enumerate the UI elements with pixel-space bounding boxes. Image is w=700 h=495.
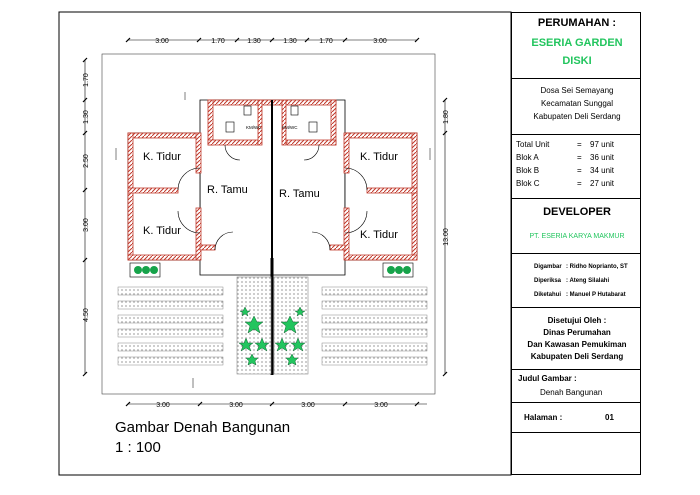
bottom-dim: 3.00 [374,402,388,409]
location-line-3: Kabupaten Deli Serdang [533,112,621,121]
title-block [511,12,641,475]
credit-name: : Ridho Noprianto, ST [566,264,628,270]
top-dim: 1.30 [283,38,297,45]
top-dim: 3.00 [373,38,387,45]
credit-name: : Manuel P Hutabarat [566,292,626,298]
left-dim: 4.50 [83,308,90,322]
top-dim: 1.30 [247,38,261,45]
room-label-k-tidur: K. Tidur [360,151,398,163]
room-label-r-tamu: R. Tamu [207,184,248,196]
room-label-kmwc: KM/WC [282,125,298,130]
credit-role: Diperiksa [534,278,562,284]
unit-value: 97 unit [590,140,615,149]
unit-label: Blok B [516,166,540,175]
top-dim: 3.00 [155,38,169,45]
left-dim: 1.70 [83,73,90,87]
room-label-k-tidur: K. Tidur [360,229,398,241]
credit-role: Diketahui [534,292,562,298]
unit-eq: = [577,140,582,149]
right-dim: 13.00 [443,228,450,246]
drawing-scale: 1 : 100 [115,439,161,456]
left-dim: 1.30 [83,110,90,124]
credits-section [512,254,640,308]
left-dim: 2.50 [83,154,90,168]
right-dim: 1.80 [443,110,450,124]
approved-label: Disetujui Oleh : [547,316,607,325]
unit-label: Total Unit [516,140,550,149]
room-label-k-tidur: K. Tidur [143,225,181,237]
room-label-kmwc: KM/WC [246,125,262,130]
location-line-2: Kecamatan Sunggal [540,99,614,108]
unit-label: Blok A [516,153,539,162]
project-name-line-1: ESERIA GARDEN [531,37,623,49]
location-section [512,79,640,135]
units-section [512,135,640,199]
unit-eq: = [577,179,582,188]
top-dim: 1.70 [211,38,225,45]
bottom-dim: 3.00 [156,402,170,409]
bottom-dim: 3.00 [229,402,243,409]
credit-name: : Ateng Silalahi [566,278,610,284]
approved-line-2: Dan Kawasan Pemukiman [527,340,627,349]
developer-name: PT. ESERIA KARYA MAKMUR [529,233,625,240]
approved-line-3: Kabupaten Deli Serdang [530,352,624,361]
project-name-line-2: DISKI [562,55,592,67]
location-line-1: Dosa Sei Semayang [540,86,614,95]
drawing-title-section [512,370,640,403]
developer-label: DEVELOPER [543,206,611,218]
top-dim: 1.70 [319,38,333,45]
page-section [512,403,640,433]
unit-eq: = [577,153,582,162]
unit-value: 34 unit [590,166,615,175]
credit-role: Digambar [534,264,562,270]
unit-label: Blok C [516,179,540,188]
unit-eq: = [577,166,582,175]
drawing-title: Denah Bangunan [540,388,603,397]
room-label-k-tidur: K. Tidur [143,151,181,163]
unit-value: 27 unit [590,179,615,188]
developer-section [512,199,640,254]
bottom-dim: 3.00 [301,402,315,409]
drawing-caption: Gambar Denah Bangunan [115,419,291,436]
project-section [512,13,640,79]
drawing-title-label: Judul Gambar : [518,374,577,383]
room-label-r-tamu: R. Tamu [279,188,320,200]
unit-value: 36 unit [590,153,615,162]
project-label: PERUMAHAN : [537,17,617,29]
approval-section [512,308,640,370]
left-dim: 3.00 [83,218,90,232]
page-label: Halaman : [524,413,563,422]
page-number: 01 [605,413,614,422]
approved-line-1: Dinas Perumahan [543,328,611,337]
